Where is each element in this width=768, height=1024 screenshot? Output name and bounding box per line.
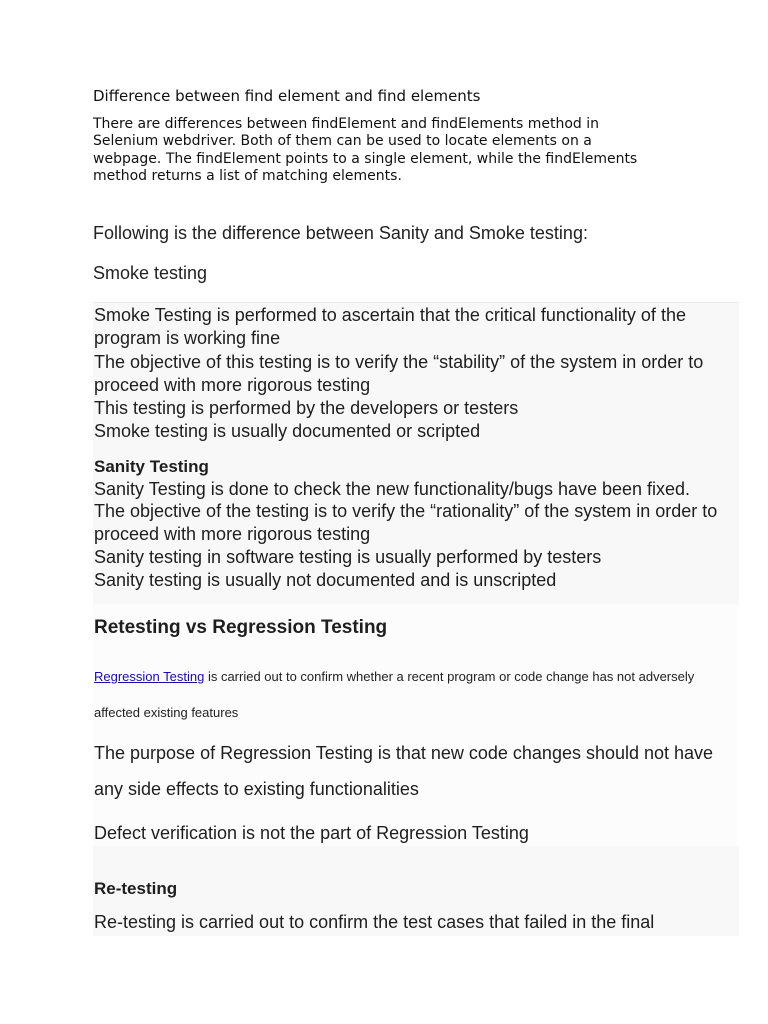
retesting-vs-regression-heading: Retesting vs Regression Testing [94, 617, 388, 638]
smoke-line: Smoke testing is usually documented or scripted [94, 421, 481, 441]
regression-definition-line-2: affected existing features [94, 705, 239, 720]
retesting-line: Re-testing is carried out to confirm the test cases that failed in the final [94, 912, 655, 932]
intro-line: method returns a list of matching elements. [93, 167, 402, 184]
smoke-line: Smoke Testing is performed to ascertain that the critical functionality of the [94, 305, 686, 325]
sanity-testing-heading: Sanity Testing [94, 457, 209, 476]
intro-line: webpage. The findElement points to a single element, while the findElements [93, 150, 638, 167]
smoke-testing-heading: Smoke testing [93, 263, 208, 283]
section-intro-text: Following is the difference between Sanity and Smoke testing: [93, 223, 588, 243]
regression-testing-link[interactable]: Regression Testing [94, 669, 205, 684]
regression-definition-line [94, 665, 694, 688]
sanity-line: The objective of the testing is to verify the “rationality” of the system in order to [94, 501, 718, 521]
intro-paragraph [93, 116, 693, 185]
smoke-line: The objective of this testing is to verify the “stability” of the system in order to [94, 352, 704, 372]
smoke-line: program is working fine [94, 328, 281, 348]
document-title: Difference between find element and find elements [93, 87, 481, 105]
retesting-heading: Re-testing [94, 879, 178, 898]
intro-line: There are differences between findElement and findElements method in [93, 116, 599, 132]
sanity-line: proceed with more rigorous testing [94, 524, 371, 544]
sanity-line: Sanity testing in software testing is usually performed by testers [94, 547, 602, 567]
sanity-line: Sanity Testing is done to check the new functionality/bugs have been fixed. [94, 479, 691, 499]
sanity-line: Sanity testing is usually not documented and is unscripted [94, 570, 557, 590]
smoke-line: This testing is performed by the developers or testers [94, 398, 519, 418]
regression-definition-text: is carried out to confirm whether a recent program or code change has not adversely [204, 669, 695, 684]
smoke-line: proceed with more rigorous testing [94, 375, 371, 395]
defect-verification-text: Defect verification is not the part of Regression Testing [94, 823, 529, 843]
regression-purpose-line: any side effects to existing functionalities [94, 779, 419, 799]
intro-line: Selenium webdriver. Both of them can be used to locate elements on a [93, 133, 592, 150]
regression-panel [93, 604, 737, 846]
regression-purpose-line: The purpose of Regression Testing is that new code changes should not have [94, 743, 714, 763]
